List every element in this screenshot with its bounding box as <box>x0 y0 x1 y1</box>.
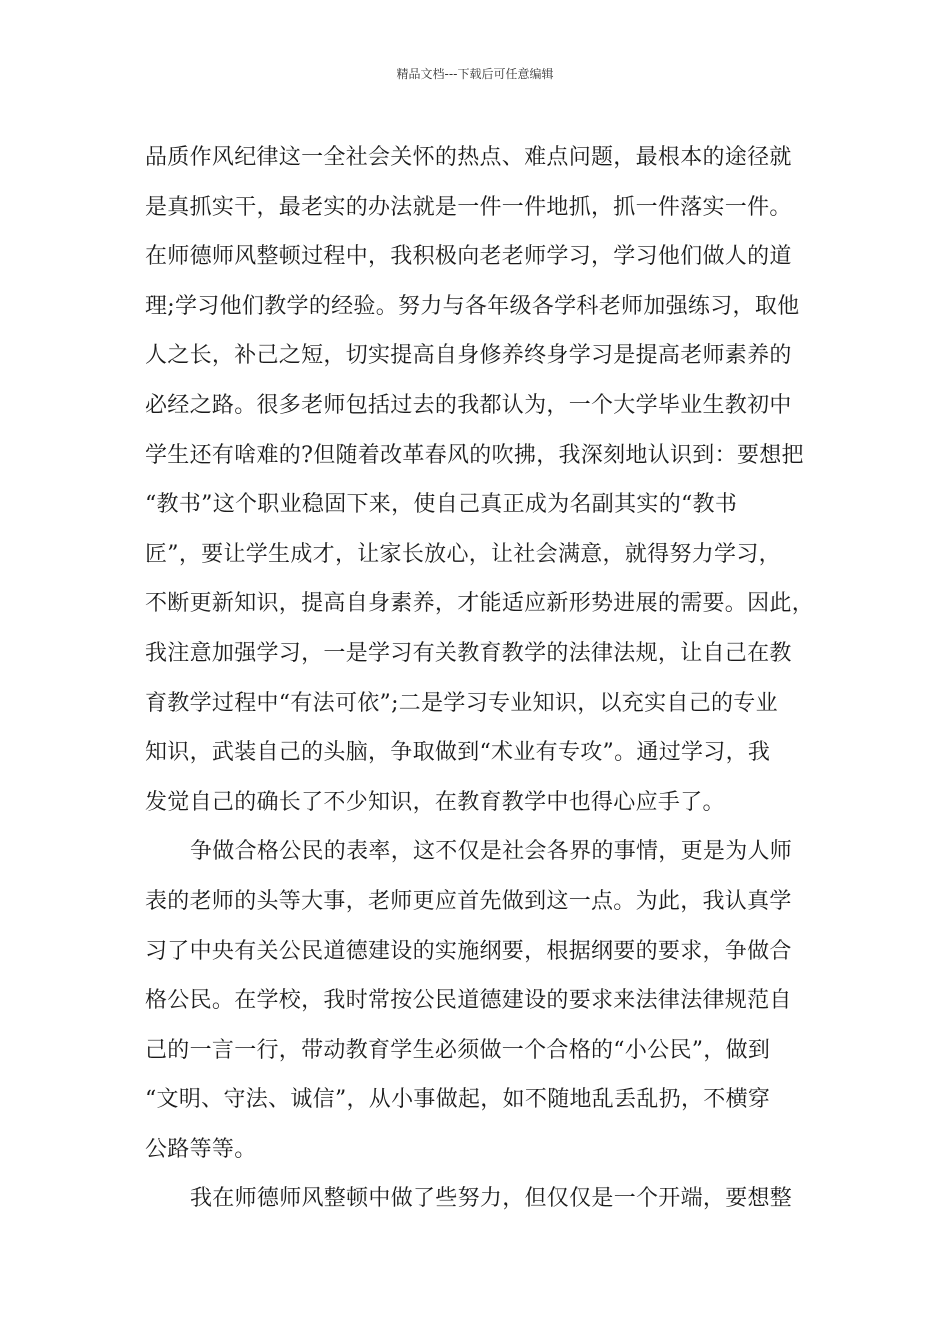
text-line: “教书”这个职业稳固下来，使自己真正成为名副其实的“教书 <box>145 492 738 518</box>
text-line: 育教学过程中“有法可依”;二是学习专业知识，以充实自己的专业 <box>145 690 778 716</box>
text-line: 是真抓实干，最老实的办法就是一件一件地抓，抓一件落实一件。 <box>145 194 792 220</box>
text-line: 己的一言一行，带动教育学生必须做一个合格的“小公民”，做到 <box>145 1037 771 1063</box>
text-line: 人之长，补己之短，切实提高自身修养终身学习是提高老师素养的 <box>145 343 792 369</box>
text-line: 品质作风纪律这一全社会关怀的热点、难点问题，最根本的途径就 <box>145 145 792 170</box>
text-line: 学生还有啥难的?但随着改革春风的吹拂，我深刻地认识到：要想把 <box>145 442 804 468</box>
text-line: “文明、守法、诚信”，从小事做起，如不随地乱丢乱扔，不横穿 <box>145 1087 771 1113</box>
text-line: 不断更新知识，提高自身素养，才能适应新形势进展的需要。因此， <box>145 591 815 617</box>
paragraph-start-line: 争做合格公民的表率，这不仅是社会各界的事情，更是为人师 <box>190 839 793 865</box>
paragraph-start-line: 我在师德师风整顿中做了些努力，但仅仅是一个开端，要想整 <box>190 1186 793 1212</box>
body-text <box>145 133 835 1224</box>
page-header: 精品文档---下载后可任意编辑 <box>396 67 554 81</box>
text-line: 公路等等。 <box>145 1136 257 1162</box>
text-line: 发觉自己的确长了不少知识，在教育教学中也得心应手了。 <box>145 789 725 815</box>
text-line: 我注意加强学习，一是学习有关教育教学的法律法规，让自己在教 <box>145 640 792 666</box>
text-line: 必经之路。很多老师包括过去的我都认为，一个大学毕业生教初中 <box>145 392 792 418</box>
text-line: 理;学习他们教学的经验。努力与各年级各学科老师加强练习，取他 <box>145 293 800 319</box>
text-line: 习了中央有关公民道德建设的实施纲要，根据纲要的要求，争做合 <box>145 938 792 964</box>
text-line: 知识，武装自己的头脑，争取做到“术业有专攻”。通过学习，我 <box>145 740 771 766</box>
text-line: 在师德师风整顿过程中，我积极向老老师学习，学习他们做人的道 <box>145 244 792 270</box>
text-line: 匠”，要让学生成才，让家长放心，让社会满意，就得努力学习， <box>145 541 781 567</box>
text-line: 表的老师的头等大事，老师更应首先做到这一点。为此，我认真学 <box>145 888 792 914</box>
text-line: 格公民。在学校，我时常按公民道德建设的要求来法律法律规范自 <box>145 988 792 1014</box>
